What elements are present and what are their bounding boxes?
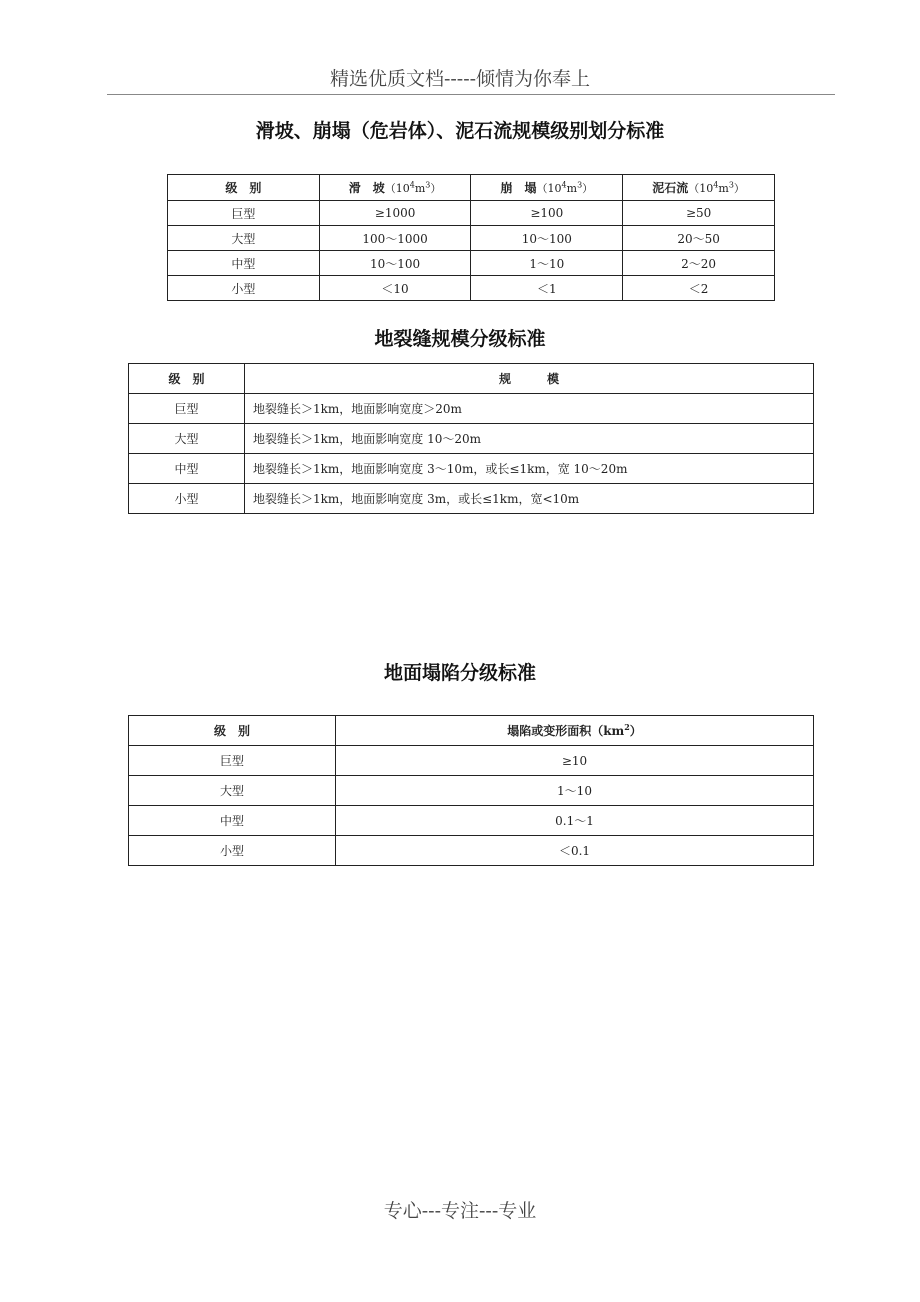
- cell-landslide: ＜10: [319, 276, 471, 301]
- cell-debris: ＜2: [623, 276, 775, 301]
- table-row: [129, 454, 814, 484]
- cell-grade: 巨型: [129, 394, 245, 424]
- cell-grade: 中型: [168, 251, 320, 276]
- header-area: 塌陷或变形面积$(km^2)$: [336, 716, 814, 746]
- cell-collapse: 10～100: [471, 226, 623, 251]
- cell-scale: 地裂缝长＞1km，地面影响宽度 10～20m: [245, 424, 814, 454]
- header-debris-flow: 泥石流$(10^4m^3)$: [623, 175, 775, 201]
- cell-collapse: 1～10: [471, 251, 623, 276]
- ground-subsidence-table-title: 地面塌陷分级标准: [383, 662, 536, 684]
- cell-collapse: ＜1: [471, 276, 623, 301]
- table-row: [129, 394, 814, 424]
- table-row: [168, 251, 775, 276]
- ground-subsidence-table: [128, 715, 814, 866]
- cell-area: 1～10: [336, 776, 814, 806]
- page-header: 精选优质文档-----倾情为你奉上: [329, 68, 591, 90]
- table-header-row: [168, 175, 775, 201]
- table-row: [168, 276, 775, 301]
- table-row: [129, 484, 814, 514]
- cell-grade: 巨型: [129, 746, 336, 776]
- table-row: [168, 226, 775, 251]
- cell-debris: 2～20: [623, 251, 775, 276]
- header-grade: 级 别: [129, 364, 245, 394]
- header-landslide: 滑 坡$(10^4m^3)$: [319, 175, 471, 201]
- cell-landslide: 100～1000: [319, 226, 471, 251]
- header-grade: 级 别: [129, 716, 336, 746]
- cell-landslide: ≥1000: [319, 201, 471, 226]
- landslide-scale-table: [167, 174, 775, 301]
- table-row: [129, 836, 814, 866]
- cell-grade: 大型: [168, 226, 320, 251]
- cell-collapse: ≥100: [471, 201, 623, 226]
- landslide-table-title: 滑坡、崩塌（危岩体）、泥石流规模级别划分标准: [255, 120, 665, 142]
- header-divider: [107, 94, 835, 95]
- ground-fissure-scale-table: [128, 363, 814, 514]
- table-row: [129, 424, 814, 454]
- table-row: [168, 201, 775, 226]
- cell-scale: 地裂缝长＞1km，地面影响宽度 3m，或长≤1km，宽<10m: [245, 484, 814, 514]
- cell-grade: 中型: [129, 454, 245, 484]
- cell-grade: 小型: [129, 836, 336, 866]
- cell-grade: 大型: [129, 776, 336, 806]
- cell-grade: 小型: [129, 484, 245, 514]
- page-footer: 专心---专注---专业: [383, 1200, 537, 1222]
- ground-fissure-table-title: 地裂缝规模分级标准: [374, 328, 546, 350]
- cell-area: 0.1～1: [336, 806, 814, 836]
- cell-landslide: 10～100: [319, 251, 471, 276]
- header-collapse: 崩 塌$(10^4m^3)$: [471, 175, 623, 201]
- cell-scale: 地裂缝长＞1km，地面影响宽度 3～10m，或长≤1km，宽 10～20m: [245, 454, 814, 484]
- header-scale: 规 模: [245, 364, 814, 394]
- table-header-row: [129, 364, 814, 394]
- cell-grade: 中型: [129, 806, 336, 836]
- cell-debris: 20～50: [623, 226, 775, 251]
- table-row: [129, 776, 814, 806]
- cell-grade: 巨型: [168, 201, 320, 226]
- cell-debris: ≥50: [623, 201, 775, 226]
- cell-area: ≥10: [336, 746, 814, 776]
- cell-grade: 大型: [129, 424, 245, 454]
- header-grade: 级 别: [168, 175, 320, 201]
- table-header-row: [129, 716, 814, 746]
- cell-scale: 地裂缝长＞1km，地面影响宽度＞20m: [245, 394, 814, 424]
- cell-grade: 小型: [168, 276, 320, 301]
- table-row: [129, 806, 814, 836]
- table-row: [129, 746, 814, 776]
- cell-area: ＜0.1: [336, 836, 814, 866]
